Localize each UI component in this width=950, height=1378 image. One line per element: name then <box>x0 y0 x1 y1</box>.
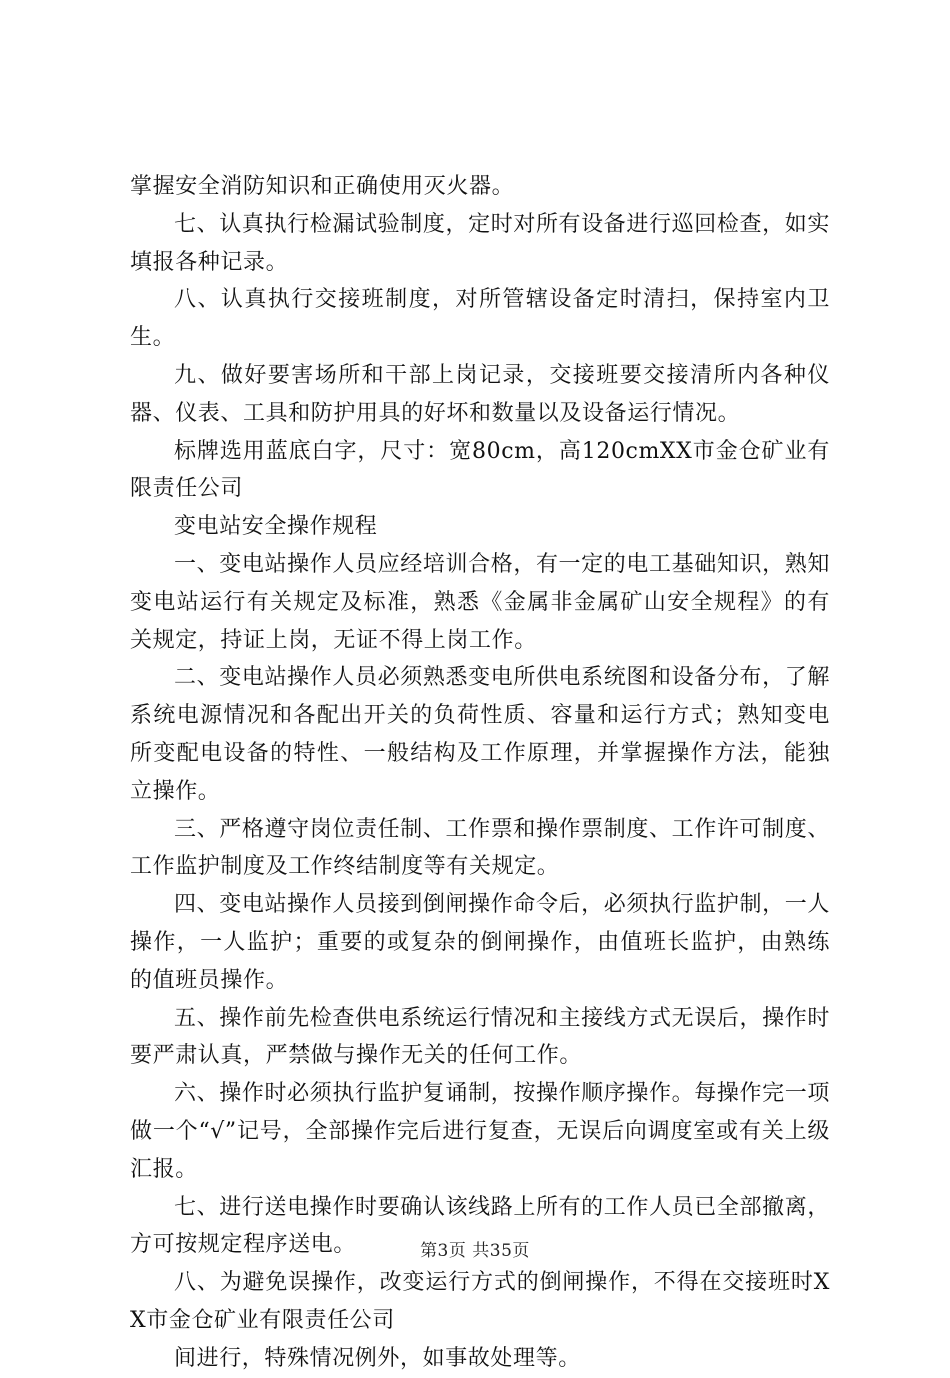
paragraph-7: 一、变电站操作人员应经培训合格，有一定的电工基础知识，熟知变电站运行有关规定及标准，熟悉《金属非金属矿山安全规程》的有关规定，持证上岗，无证不得上岗工作。 <box>130 551 830 653</box>
paragraph-12: 六、操作时必须执行监护复诵制，按操作顺序操作。每操作完一项做一个“√”记号，全部操作完后进行复查，无误后向调度室或有关上级汇报。 <box>130 1081 830 1182</box>
paragraph-9: 三、严格遵守岗位责任制、工作票和操作票制度、工作许可制度、工作监护制度及工作终结制度等有关规定。 <box>130 816 830 880</box>
paragraph-10: 四、变电站操作人员接到倒闸操作命令后，必须执行监护制，一人操作，一人监护；重要的或复杂的倒闸操作，由值班长监护，由熟练的值班员操作。 <box>130 892 830 993</box>
paragraph-8: 二、变电站操作人员必须熟悉变电所供电系统图和设备分布，了解系统电源情况和各配出开关的负荷性质、容量和运行方式；熟知变电所变配电设备的特性、一般结构及工作原理，并掌握操作方法，能独立操作。 <box>130 665 830 804</box>
paragraph-3: 八、认真执行交接班制度，对所管辖设备定时清扫，保持室内卫生。 <box>130 287 830 351</box>
paragraph-11: 五、操作前先检查供电系统运行情况和主接线方式无误后，操作时要严肃认真，严禁做与操作无关的任何工作。 <box>130 1005 830 1069</box>
paragraph-4: 九、做好要害场所和干部上岗记录，交接班要交接清所内各种仪器、仪表、工具和防护用具的好坏和数量以及设备运行情况。 <box>130 362 830 426</box>
document-body <box>130 168 830 1378</box>
paragraph-1: 掌握安全消防知识和正确使用灭火器。 <box>130 174 515 199</box>
paragraph-15: 间进行，特殊情况例外，如事故处理等。 <box>174 1345 581 1371</box>
paragraph-14: 八、为避免误操作，改变运行方式的倒闸操作，不得在交接班时XX市金仓矿业有限责任公司 <box>130 1270 830 1333</box>
paragraph-5: 标牌选用蓝底白字，尺寸：宽80cm，高120cmXX市金仓矿业有限责任公司 <box>130 438 830 502</box>
page-number-footer: 第3页 共35页 <box>420 1241 530 1261</box>
paragraph-2: 七、认真执行检漏试验制度，定时对所有设备进行巡回检查，如实填报各种记录。 <box>130 211 830 275</box>
section-heading: 变电站安全操作规程 <box>174 514 378 540</box>
paragraph-13: 七、进行送电操作时要确认该线路上所有的工作人员已全部撤离，方可按规定程序送电。 <box>130 1194 830 1258</box>
